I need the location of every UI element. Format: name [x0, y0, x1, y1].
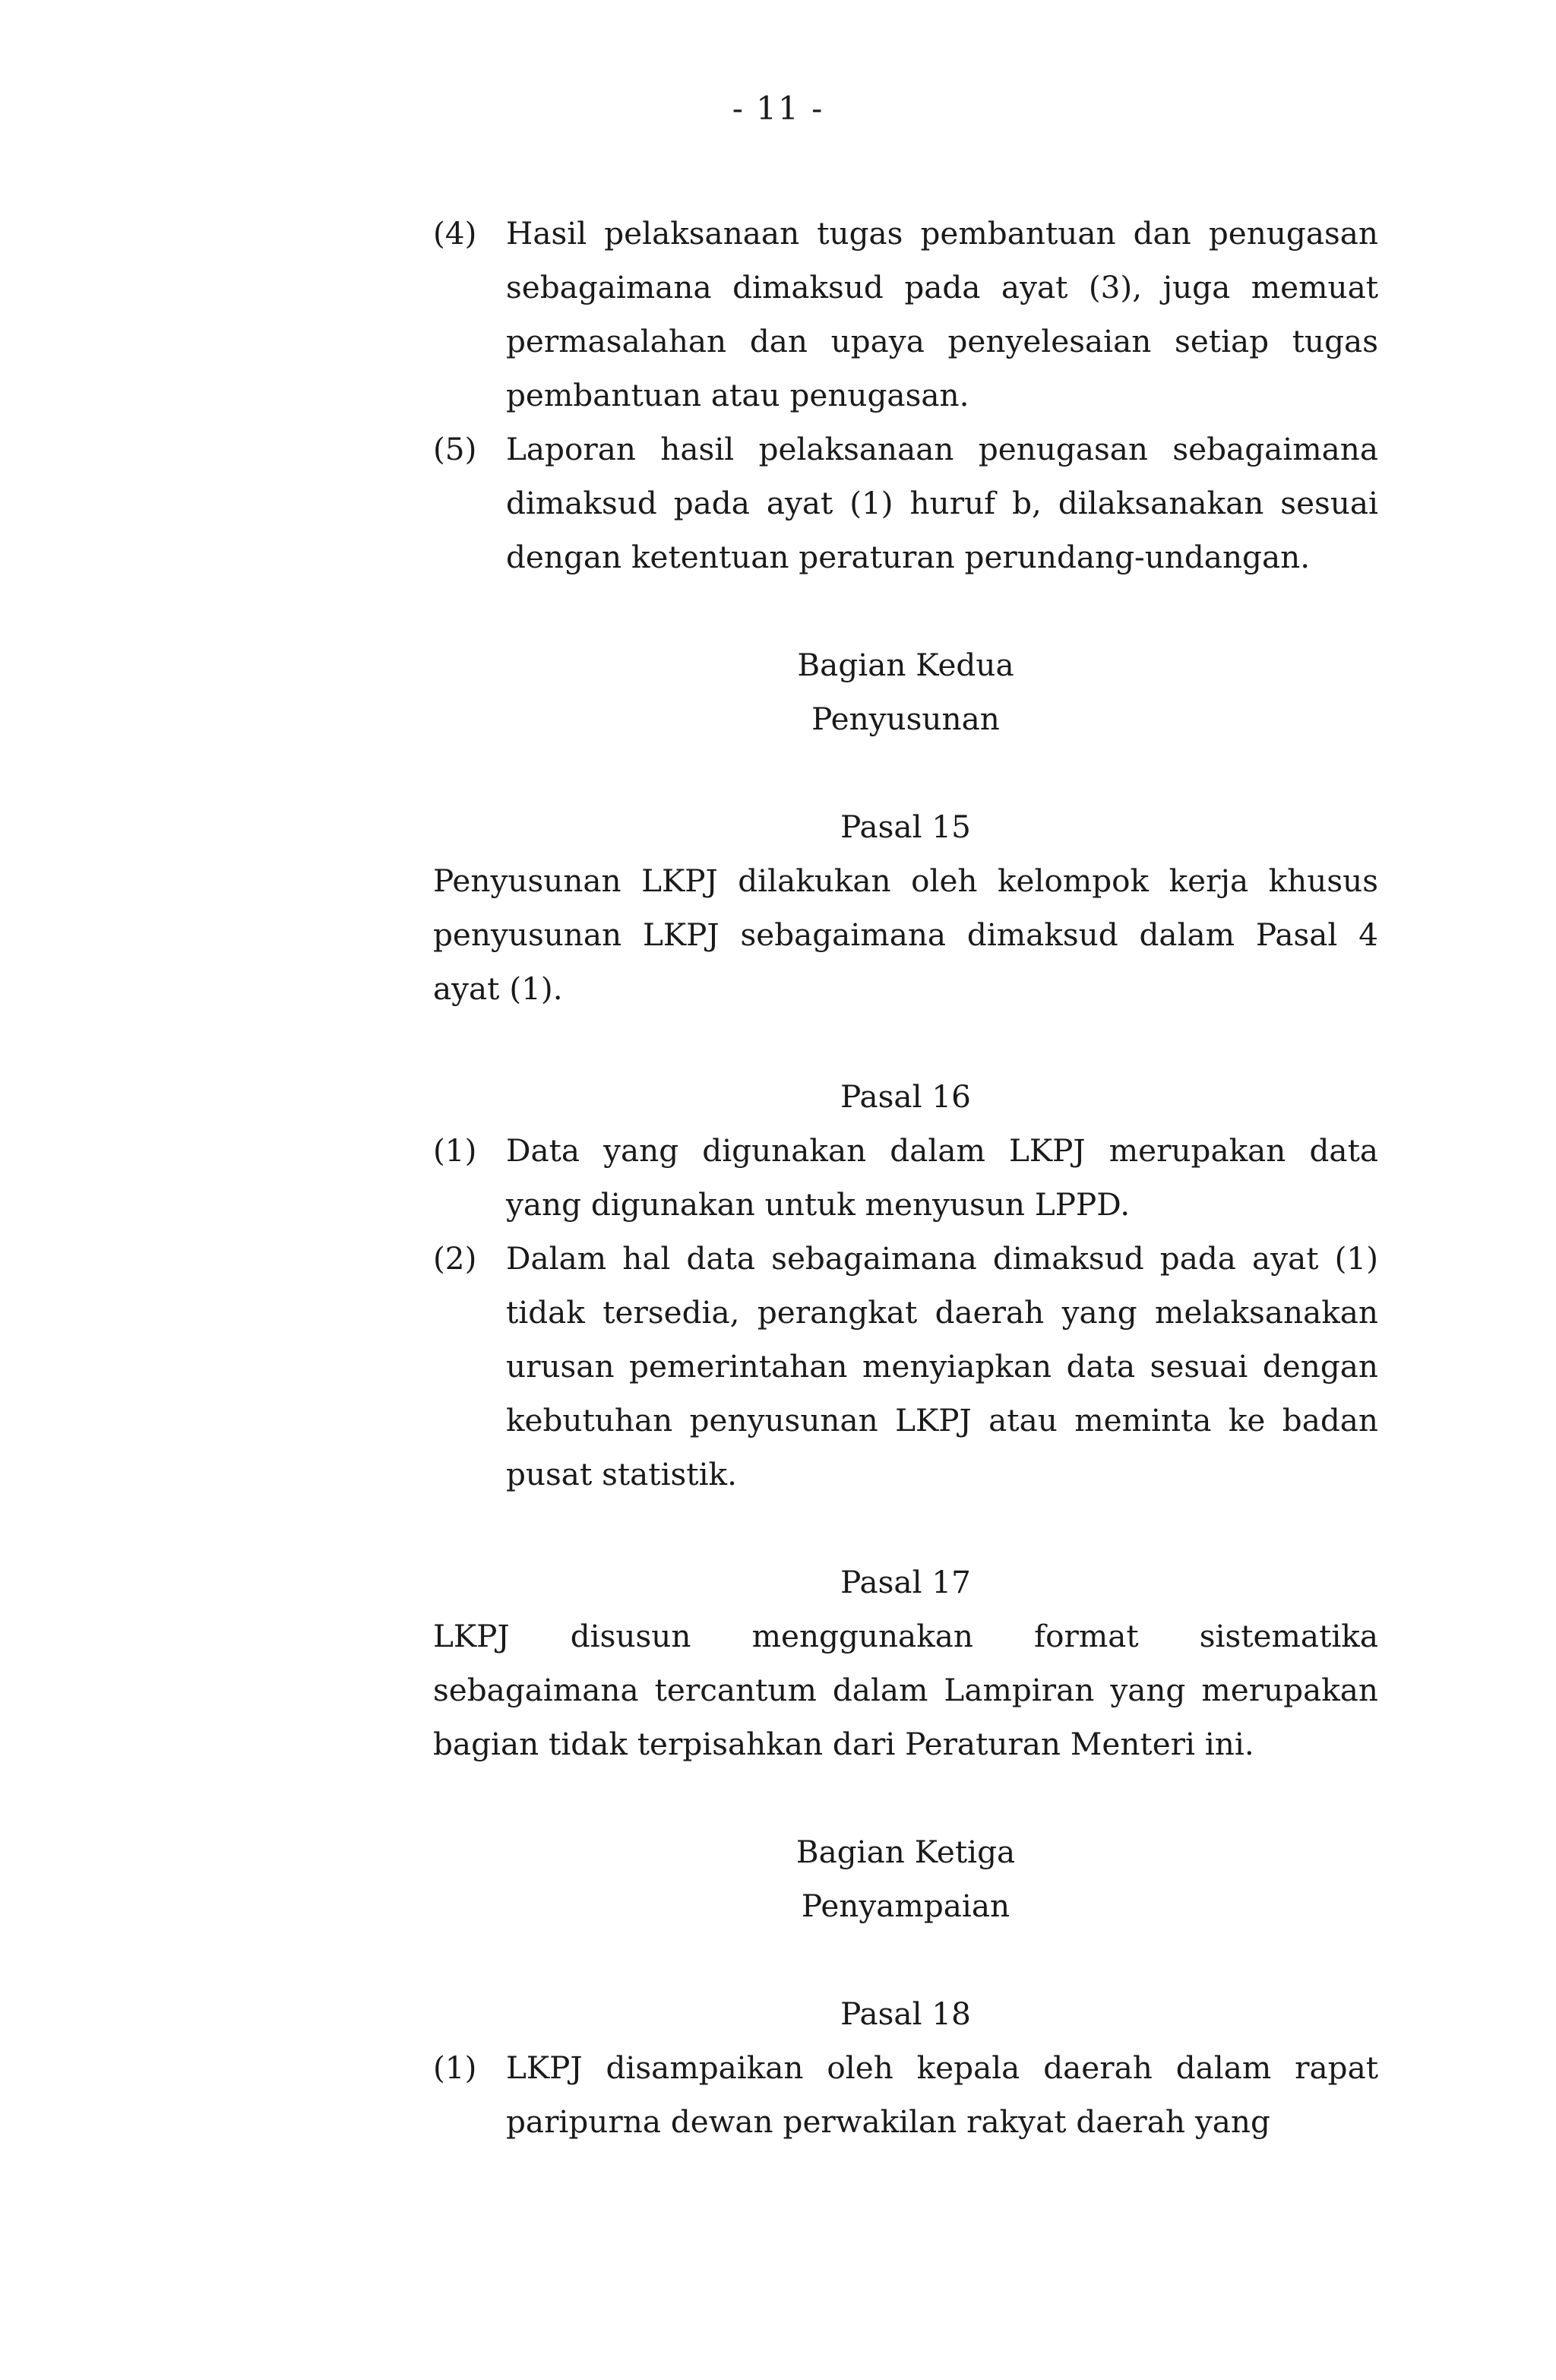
ayat-item [433, 1232, 1378, 1502]
ayat-item [433, 423, 1378, 584]
section-heading: Bagian Ketiga [795, 1834, 1016, 1870]
pasal-title: Pasal 17 [840, 1564, 971, 1600]
ayat-text: Data yang digunakan dalam LKPJ merupakan data yang digunakan untuk menyusun LPPD. [506, 1132, 1378, 1223]
ayat-text: Hasil pelaksanaan tugas pembantuan dan penugasan sebagaimana dimaksud pada ayat (3), juga memuat permasalahan dan upaya penyelesaian setiap tugas pembantuan atau penugasan. [506, 215, 1378, 413]
pasal-text: LKPJ disusun menggunakan format sistematika sebagaimana tercantum dalam Lampiran yang merupakan bagian tidak terpisahkan dari Peraturan Menteri ini. [433, 1618, 1378, 1762]
ayat-number: (4) [433, 215, 477, 252]
ayat-number: (5) [433, 431, 477, 467]
section-subheading: Penyusunan [811, 701, 1000, 737]
document-body [433, 207, 1378, 2149]
section-bagian-kedua [433, 638, 1378, 746]
ayat-list [433, 207, 1378, 584]
ayat-item [433, 1124, 1378, 1232]
pasal-title: Pasal 16 [840, 1078, 971, 1115]
pasal-18 [433, 1987, 1378, 2149]
ayat-text: Dalam hal data sebagaimana dimaksud pada ayat (1) tidak tersedia, perangkat daerah yang melaksanakan urusan pemerintahan menyiapkan data sesuai dengan kebutuhan penyusunan LKPJ atau meminta ke badan pusat statistik. [506, 1240, 1378, 1492]
pasal-title: Pasal 15 [840, 809, 971, 845]
pasal-text: Penyusunan LKPJ dilakukan oleh kelompok kerja khusus penyusunan LKPJ sebagaimana dimaksud dalam Pasal 4 ayat (1). [433, 862, 1378, 1007]
ayat-number: (2) [433, 1240, 477, 1277]
pasal-title: Pasal 18 [840, 1995, 971, 2032]
pasal-16 [433, 1070, 1378, 1502]
ayat-number: (1) [433, 1132, 477, 1169]
section-heading: Bagian Kedua [797, 647, 1014, 683]
section-bagian-ketiga [433, 1825, 1378, 1933]
ayat-number: (1) [433, 2049, 477, 2086]
section-subheading: Penyampaian [801, 1888, 1010, 1924]
ayat-text: LKPJ disampaikan oleh kepala daerah dalam rapat paripurna dewan perwakilan rakyat daerah yang [506, 2049, 1378, 2140]
ayat-item [433, 2041, 1378, 2149]
ayat-text: Laporan hasil pelaksanaan penugasan sebagaimana dimaksud pada ayat (1) huruf b, dilaksanakan sesuai dengan ketentuan peraturan perundang-undangan. [506, 431, 1378, 575]
page-number: - 11 - [732, 90, 824, 127]
pasal-17 [433, 1556, 1378, 1771]
ayat-item [433, 207, 1378, 423]
pasal-15 [433, 800, 1378, 1016]
